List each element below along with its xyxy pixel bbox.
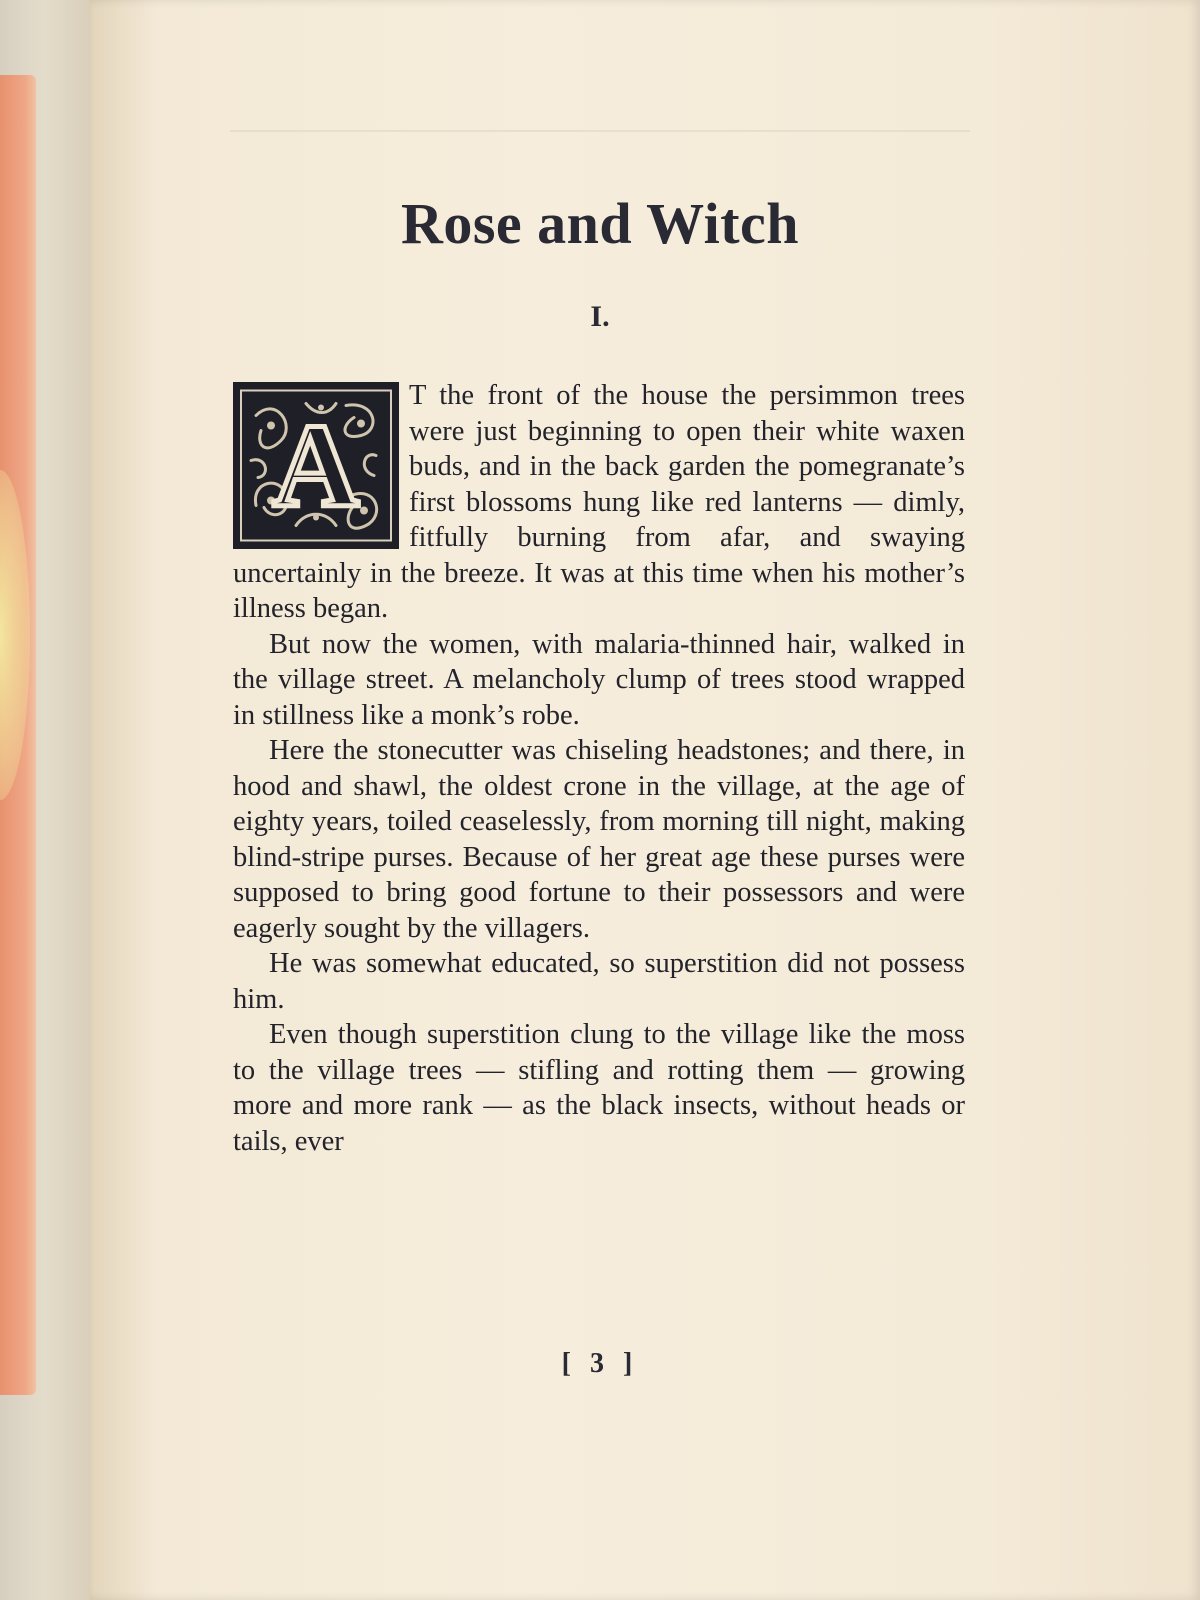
running-head-show-through: [230, 130, 970, 132]
chapter-title: Rose and Witch: [400, 191, 800, 256]
body-text: [233, 378, 965, 1159]
section-number: I.: [590, 300, 610, 333]
ornamental-initial-art: [236, 385, 396, 546]
paragraph-4: He was somewhat educated, so superstition did not possess him.: [233, 948, 965, 1015]
ornamental-initial: [233, 382, 399, 549]
paragraph-1: T the front of the house the persimmon trees were just beginning to open their white waxen buds, and in the back garden the pomegranate’s first blossoms hung like red lanterns — dimly, fitfully burning from afar, and swaying uncertainly in the breeze. It was at this time when his mother’s illness began.: [233, 380, 965, 624]
paragraph-3: Here the stonecutter was chiseling headstones; and there, in hood and shawl, the oldest crone in the village, at the age of eighty years, toiled ceaselessly, from morning till night, making blind-stripe purses. Because of her great age these purses were supposed to bring good fortune to their possessors and were eagerly sought by the villagers.: [233, 735, 965, 944]
drop-cap-letter: A: [272, 398, 360, 532]
paragraph-5: Even though superstition clung to the village like the moss to the village trees — stifling and rotting them — growing more and more rank — as the black insects, without heads or tails, ever: [233, 1019, 965, 1157]
paragraph-2: But now the women, with malaria-thinned hair, walked in the village street. A melancholy clump of trees stood wrapped in stillness like a monk’s robe.: [233, 628, 965, 731]
page-number: [ 3 ]: [561, 1348, 639, 1379]
